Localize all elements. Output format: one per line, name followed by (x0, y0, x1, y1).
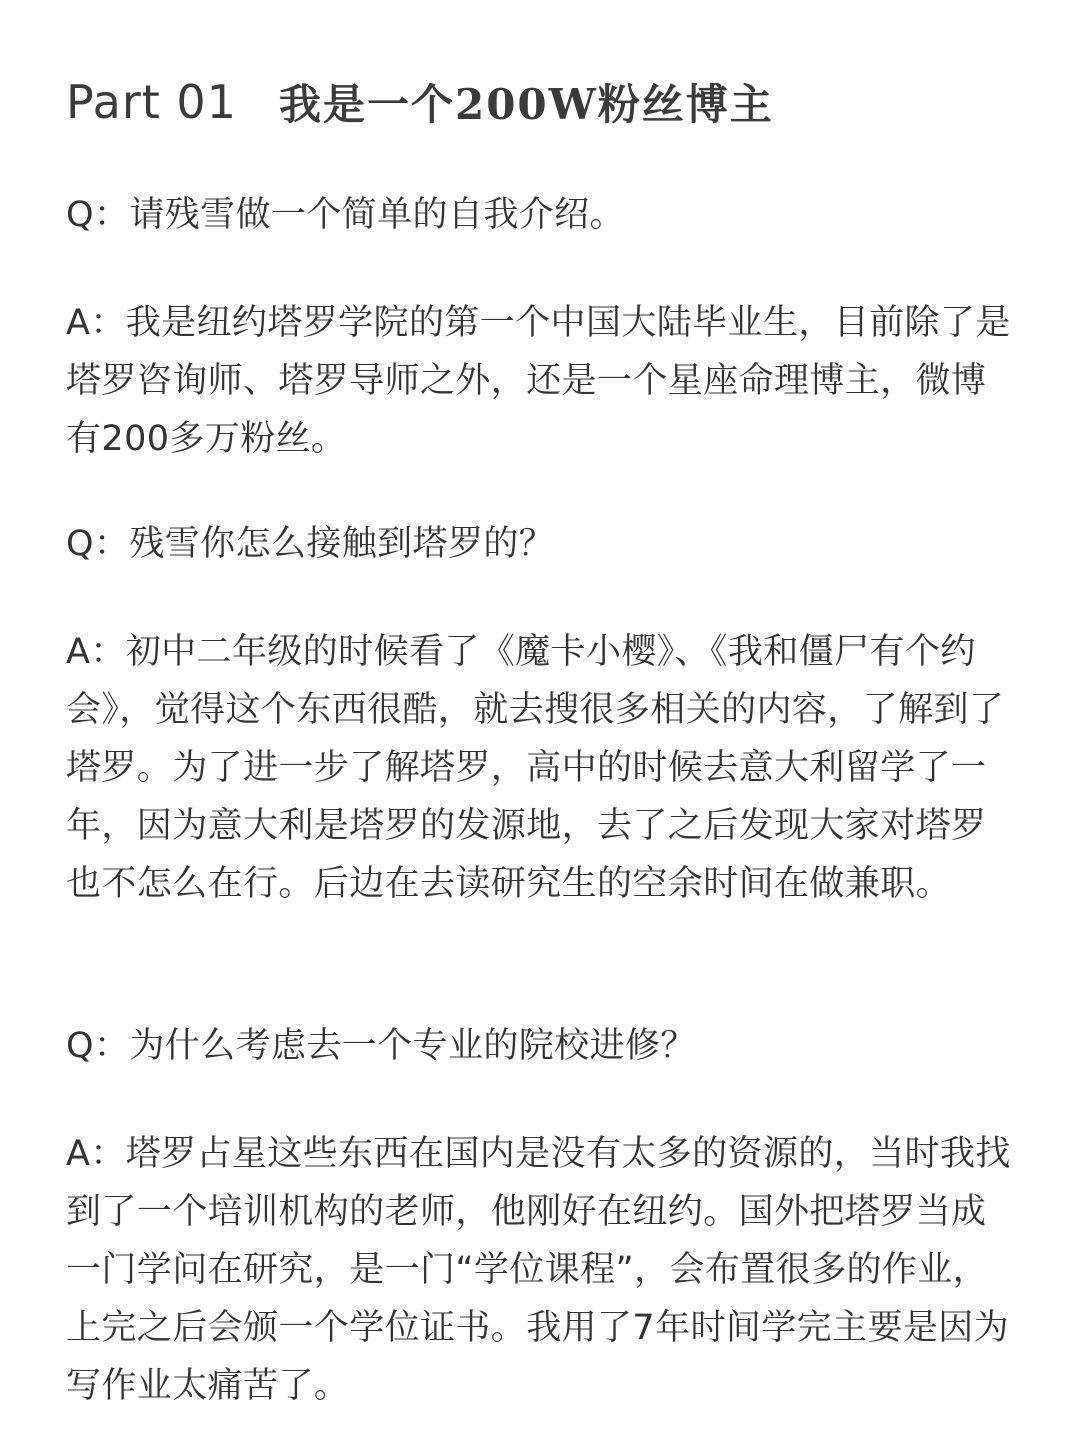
part-title: 我是一个200W粉丝博主 (278, 80, 774, 129)
part-label: Part 01 (66, 75, 237, 129)
question-3: Q：为什么考虑去一个专业的院校进修？ (66, 1026, 696, 1066)
question-1: Q：请残雪做一个简单的自我介绍。 (66, 195, 625, 235)
answer-2: A：初中二年级的时候看了《魔卡小樱》、《我和僵尸有个约会》，觉得这个东西很酷，就去搜很多相关的内容，了解到了塔罗。为了进一步了解塔罗，高中的时候去意大利留学了一年，因为意大利是塔罗的发源地，去了之后发现大家对塔罗也不怎么在行。后边在去读研究生的空余时间在做兼职。 (66, 632, 1005, 904)
answer-3: A：塔罗占星这些东西在国内是没有太多的资源的，当时我找到了一个培训机构的老师，他刚好在纽约。国外把塔罗当成一门学问在研究，是一门“学位课程”，会布置很多的作业，上完之后会颁一个学位证书。我用了7年时间学完主要是因为写作业太痛苦了。 (66, 1134, 1011, 1406)
question-2: Q：残雪你怎么接触到塔罗的？ (66, 524, 555, 564)
answer-1: A：我是纽约塔罗学院的第一个中国大陆毕业生，目前除了是塔罗咨询师、塔罗导师之外，还是一个星座命理博主，微博有200多万粉丝。 (66, 303, 1011, 459)
section-header (66, 72, 774, 136)
